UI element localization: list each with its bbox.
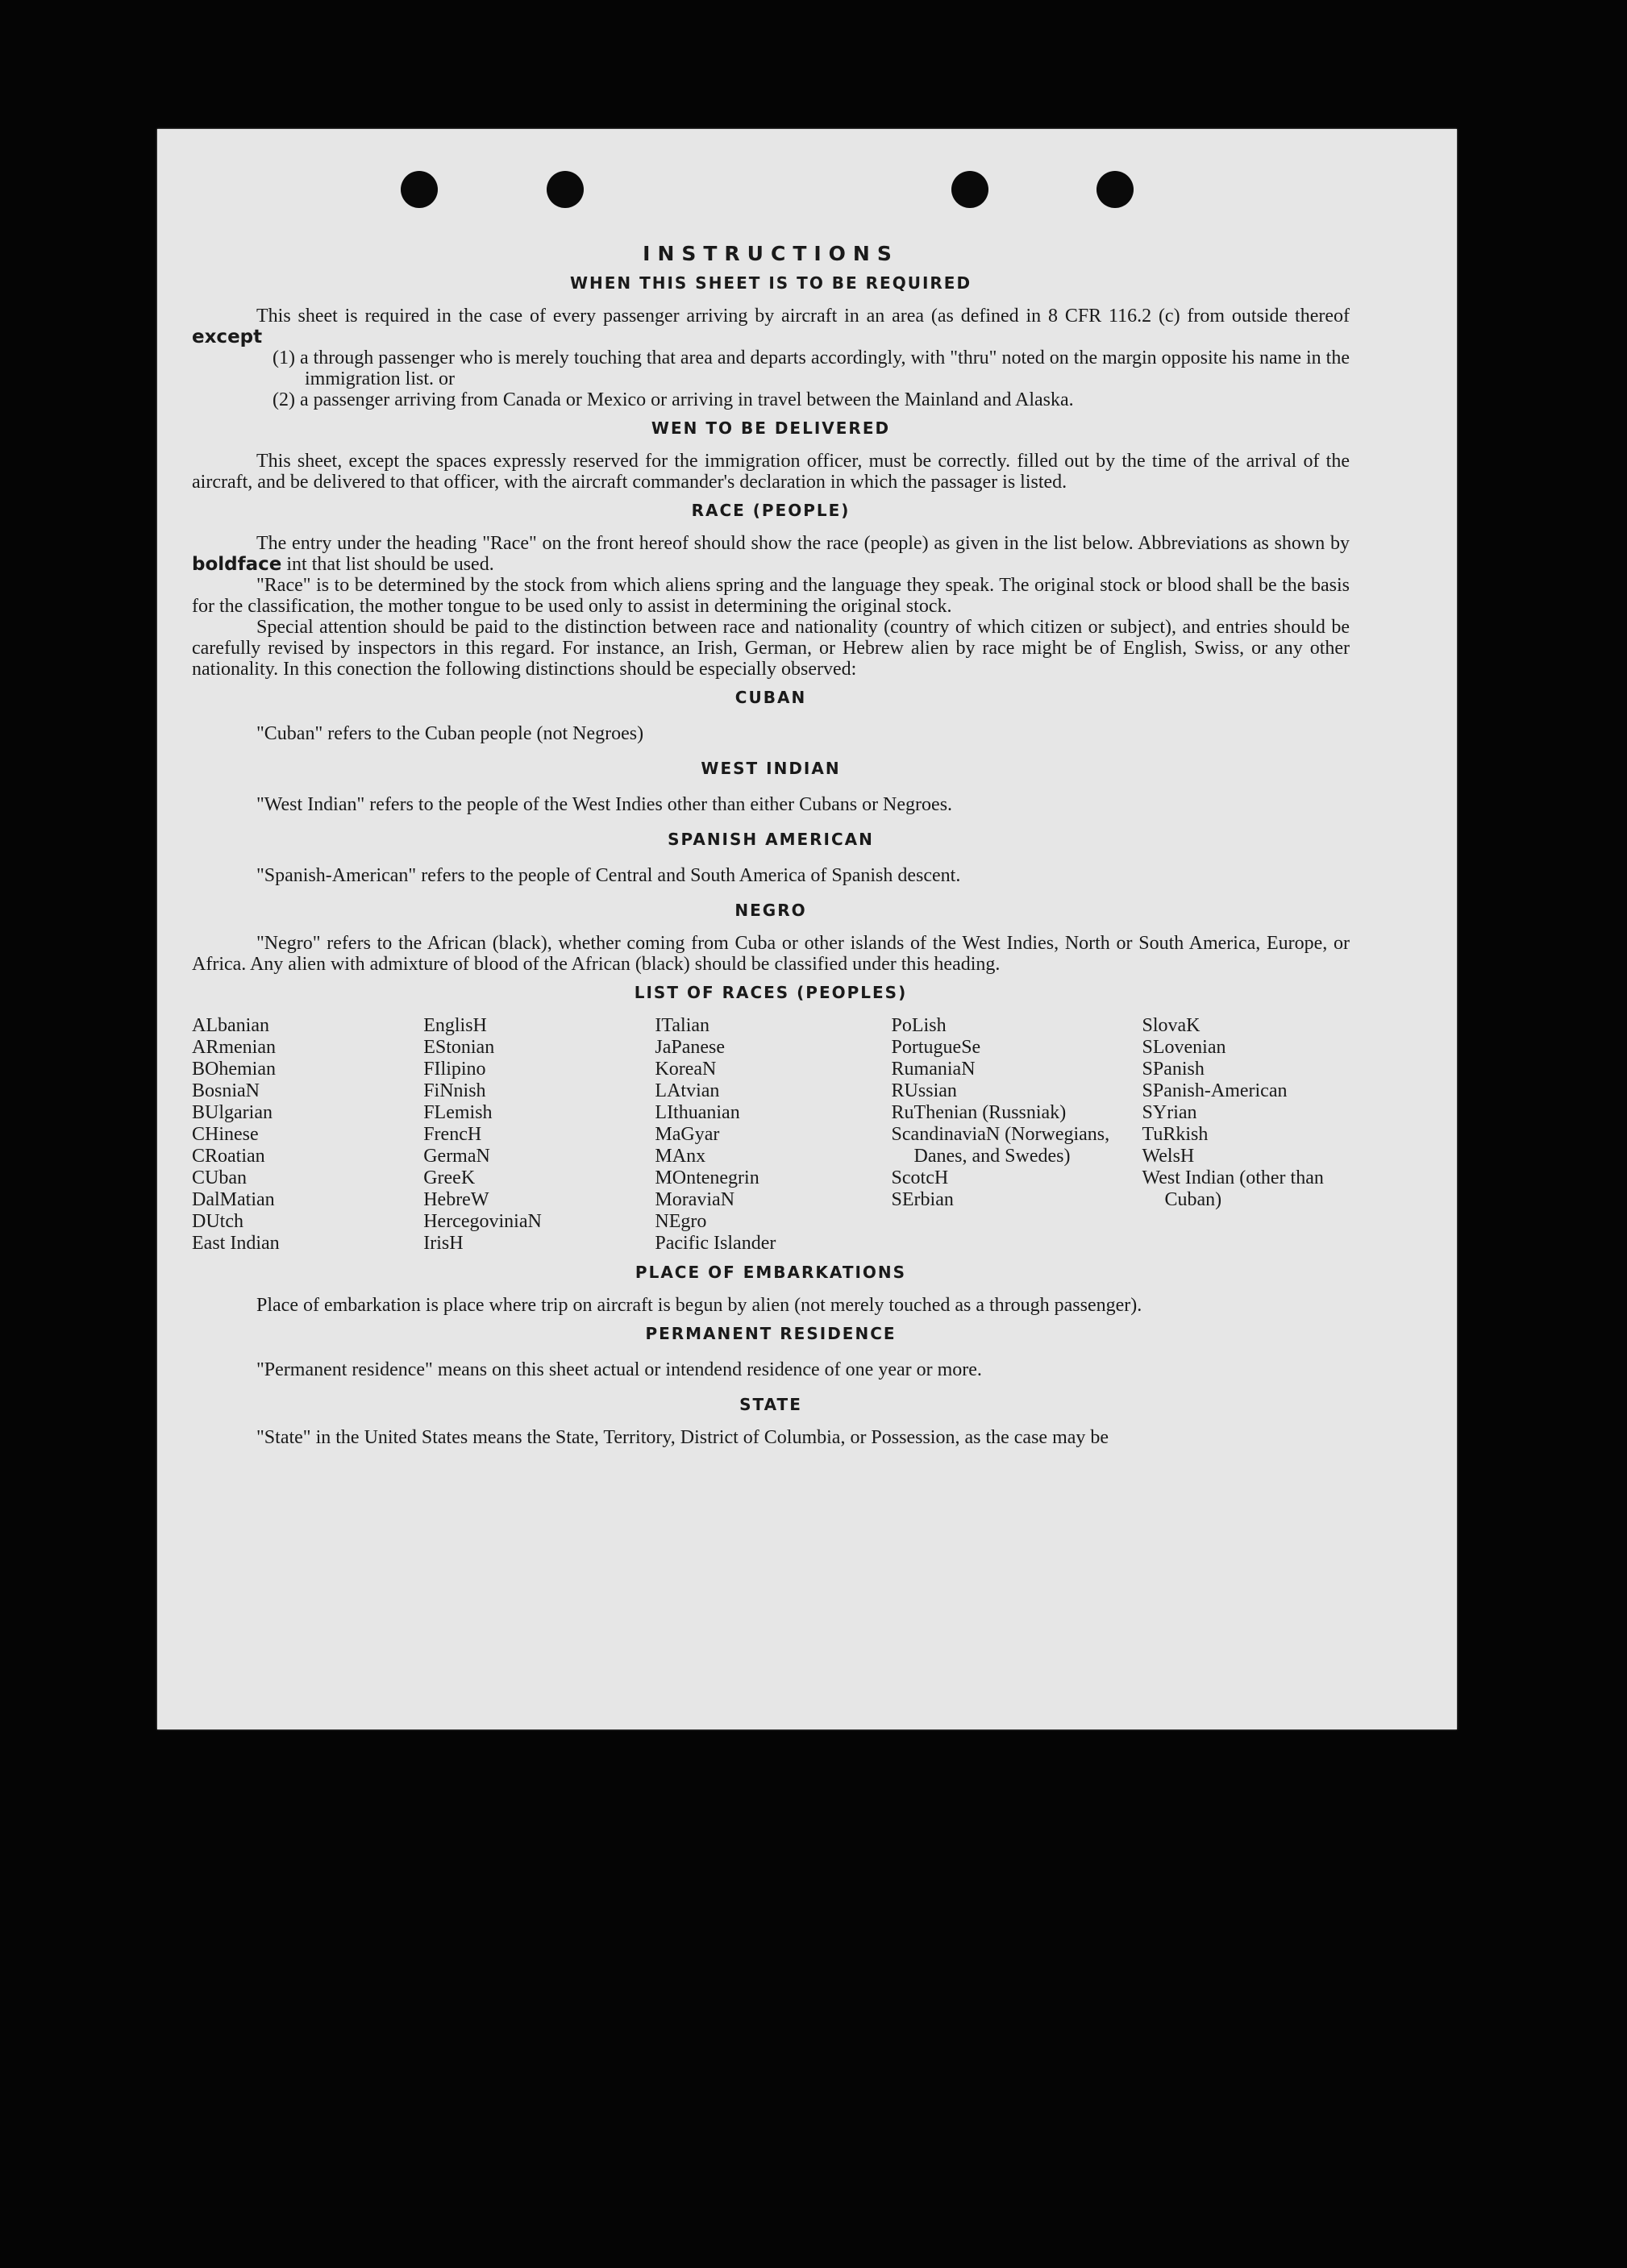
exception-item-1: (1) a through passenger who is merely touching that area and departs accordingly, with "thru" noted on the margin opposite his name in the immigration list. or (273, 347, 1350, 389)
when-delivered-text: This sheet, except the spaces expressly reserved for the immigration officer, must be correctly. filled out by the time of the arrival of the aircraft, and be delivered to that officer, with the aircraft commander's declaration in which the passager is listed. (192, 451, 1350, 493)
punch-hole (951, 171, 988, 208)
race-item: GermaN (423, 1146, 490, 1167)
race-item: MAnx (655, 1146, 706, 1167)
punch-hole (401, 171, 438, 208)
section-heading-race: RACE (PEOPLE) (691, 501, 851, 520)
race-item: FiNnish (423, 1080, 486, 1101)
races-column-3 (655, 1015, 891, 1255)
race-item: ARmenian (192, 1037, 276, 1058)
race-item: EnglisH (423, 1015, 487, 1036)
west-indian-text: "West Indian" refers to the people of the West Indies other than either Cubans or Negroes. (256, 794, 953, 815)
race-item: LAtvian (655, 1080, 720, 1101)
race-item: TuRkish (1142, 1124, 1209, 1145)
when-required-intro (192, 306, 1350, 347)
race-paragraph-3: Special attention should be paid to the distinction between race and nationality (country of which citizen or subject), and entries should be carefully revised by inspectors in this regard. For instance, an Irish, German, or Hebrew alien by race might be of English, Swiss, or any other nationality. In this conection the following distinctions should be especially observed: (192, 617, 1350, 680)
punch-hole (547, 171, 584, 208)
negro-text: "Negro" refers to the African (black), whether coming from Cuba or other islands of the West Indies, North or South America, Europe, or Africa. Any alien with admixture of blood of the African (black) should be classified under this heading. (192, 933, 1350, 975)
race-item: SPanish-American (1142, 1080, 1288, 1101)
races-column-4 (892, 1015, 1142, 1255)
punch-hole (1096, 171, 1134, 208)
race-item: FIlipino (423, 1059, 486, 1080)
race-item: RUssian (891, 1080, 957, 1101)
race-item: ITalian (655, 1015, 710, 1036)
race-item: ScotcH (891, 1167, 949, 1188)
section-heading-list-of-races: LIST OF RACES (PEOPLES) (634, 983, 908, 1002)
race-item: SYrian (1142, 1102, 1197, 1123)
section-heading-spanish-american: SPANISH AMERICAN (668, 830, 874, 849)
section-heading-when-required: WHEN THIS SHEET IS TO BE REQUIRED (569, 273, 972, 293)
race-item: ScandinaviaN (Norwegians, Danes, and Swedes) (891, 1124, 1110, 1167)
race-item: RumaniaN (891, 1059, 976, 1080)
races-column-2 (423, 1015, 655, 1255)
race-item: FrencH (423, 1124, 482, 1145)
race-item: JaPanese (655, 1037, 726, 1058)
race-item: IrisH (423, 1233, 464, 1254)
state-text: "State" in the United States means the State, Territory, District of Columbia, or Possession, as the case may be (256, 1427, 1109, 1448)
race-item: DUtch (192, 1211, 243, 1232)
section-heading-negro: NEGRO (734, 901, 807, 920)
document-sheet (157, 129, 1457, 1729)
race-item: PortugueSe (891, 1037, 981, 1058)
embarkation-text: Place of embarkation is place where trip on aircraft is begun by alien (not merely touched as a through passenger). (256, 1295, 1142, 1316)
page-title: INSTRUCTIONS (643, 242, 899, 265)
race-item: FLemish (423, 1102, 493, 1123)
race-item: Pacific Islander (655, 1233, 776, 1254)
race-item: HercegoviniaN (423, 1211, 542, 1232)
race-item: RuThenian (Russniak) (891, 1102, 1067, 1123)
section-heading-embarkation: PLACE OF EMBARKATIONS (635, 1263, 907, 1282)
boldface-word: boldface (192, 554, 282, 575)
exception-item-2: (2) a passenger arriving from Canada or Mexico or arriving in travel between the Mainland and Alaska. (273, 389, 1074, 410)
race-item: MoraviaN (655, 1189, 735, 1210)
race-item: SLovenian (1142, 1037, 1226, 1058)
spanish-american-text: "Spanish-American" refers to the people of Central and South America of Spanish descent. (256, 865, 961, 886)
race-item: BosniaN (192, 1080, 260, 1101)
cuban-text: "Cuban" refers to the Cuban people (not Negroes) (256, 723, 644, 744)
race-item: West Indian (other than Cuban) (1142, 1167, 1324, 1210)
race-item: DalMatian (192, 1189, 275, 1210)
instructions-content (192, 242, 1350, 1448)
except-bold: except (192, 327, 263, 347)
section-heading-when-delivered: WEN TO BE DELIVERED (651, 418, 891, 438)
race-item: BUlgarian (192, 1102, 273, 1123)
race-item: East Indian (192, 1233, 280, 1254)
race-item: SErbian (891, 1189, 954, 1210)
section-heading-cuban: CUBAN (734, 688, 807, 707)
race-item: KoreaN (655, 1059, 717, 1080)
race-p1-after: int that list should be used. (286, 554, 494, 575)
intro-text: This sheet is required in the case of every passenger arriving by aircraft in an area (as defined in 8 CFR 116.2 (c) from outside thereof (256, 306, 1350, 327)
race-paragraph-1 (192, 533, 1350, 575)
race-item: MOntenegrin (655, 1167, 759, 1188)
race-item: CRoatian (192, 1146, 265, 1167)
race-item: PoLish (891, 1015, 947, 1036)
section-heading-residence: PERMANENT RESIDENCE (645, 1324, 897, 1343)
race-item: GreeK (423, 1167, 476, 1188)
race-item: NEgro (655, 1211, 707, 1232)
race-item: CUban (192, 1167, 247, 1188)
race-item: EStonian (423, 1037, 495, 1058)
race-item: LIthuanian (655, 1102, 740, 1123)
race-item: HebreW (423, 1189, 489, 1210)
race-item: ALbanian (192, 1015, 269, 1036)
races-column-5 (1142, 1015, 1350, 1255)
section-heading-west-indian: WEST INDIAN (701, 759, 841, 778)
section-heading-state: STATE (739, 1395, 802, 1414)
race-paragraph-2: "Race" is to be determined by the stock from which aliens spring and the language they speak. The original stock or blood shall be the basis for the classification, the mother tongue to be used only to assist in determining the original stock. (192, 575, 1350, 617)
race-item: SlovaK (1142, 1015, 1200, 1036)
race-item: BOhemian (192, 1059, 276, 1080)
race-item: SPanish (1142, 1059, 1205, 1080)
race-item: CHinese (192, 1124, 259, 1145)
races-list (192, 1015, 1350, 1255)
residence-text: "Permanent residence" means on this sheet actual or intendend residence of one year or more. (256, 1359, 982, 1380)
races-column-1 (192, 1015, 423, 1255)
race-item: WelsH (1142, 1146, 1195, 1167)
race-p1-text: The entry under the heading "Race" on the front hereof should show the race (people) as given in the list below. Abbreviations as shown by (256, 533, 1350, 554)
race-item: MaGyar (655, 1124, 720, 1145)
